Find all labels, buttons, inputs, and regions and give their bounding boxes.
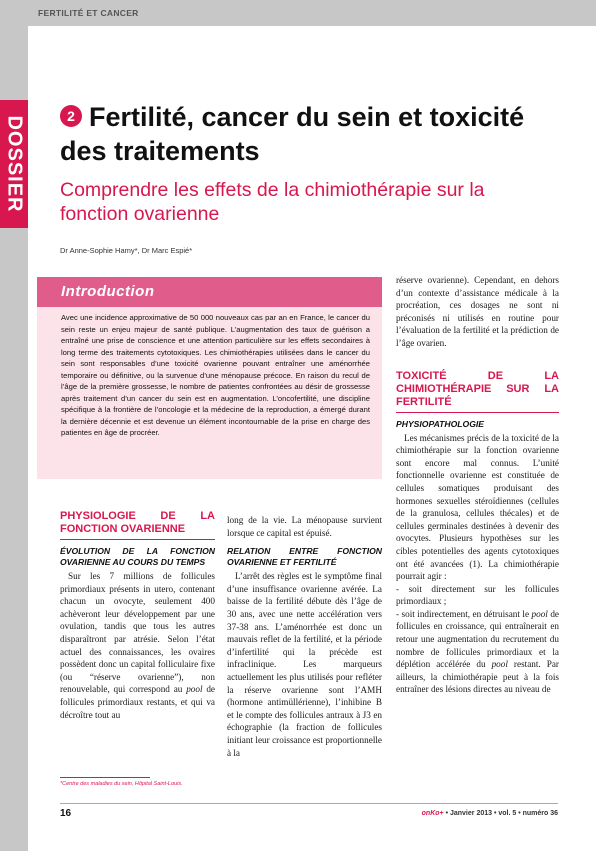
footnote: *Centre des maladies du sein, Hôpital Saint-Louis. (60, 781, 183, 787)
bullet-indirect: - soit indirectement, en détruisant le pool de follicules en croissance, qui entraînerait en retour une augmentation du recrutement du nombre de follicules primordiaux et la déplétion accélérée du pool restant. Par ailleurs, la chimiothérapie peut à la fois entraîner des lésions directes au niveau de (396, 608, 560, 695)
introduction-text: Avec une incidence approximative de 50 000 nouveaux cas par an en France, le cancer du sein reste un enjeu majeur de santé publique. L’augmentation des taux de guérison a entraîné une prise de conscience et une attention particulière sur les effets secondaires à long terme des traitements cytotoxiques. Les chimiothérapies utilisées dans le cancer du sein sont responsables d’une toxicité ovarienne pouvant entraîner une aménorrhée temporaire ou définitive, ou la survenue d’une ménopause précoce. En raison du recul de l’âge de la première grossesse, le nombre de patientes confrontées au désir de grossesse après traitement d’un cancer du sein est en augmentation. L’oncofertilité, une discipline spécifique à la frontière de l’oncologie et la médecine de la reproduction, a émergé durant la dernière décennie et est devenue un élément incontournable de la prise en charge des patientes en âge de procréer. (61, 313, 370, 437)
paragraph-reserve: réserve ovarienne). Cependant, en dehors d’un contexte d’assistance médicale à la procréation, ces dosages ne sont ni préconisés ni utilisés en routine pour l’évaluation de la fertilité et la prédiction de l’âge ovarien. (396, 275, 559, 348)
page-number: 16 (60, 808, 72, 819)
dossier-tab-label: DOSSIER (3, 115, 26, 213)
section-heading-toxicity: TOXICITÉ DE LA CHIMIOTHÉRAPIE SUR LA FERTILITÉ (396, 369, 559, 408)
column-1 (60, 510, 215, 721)
subheading-evolution: ÉVOLUTION DE LA FONCTION OVARIENNE AU COURS DU TEMPS (60, 546, 215, 567)
footnote-rule (60, 777, 150, 778)
section-label: FERTILITÉ ET CANCER (38, 8, 139, 18)
article-authors: Dr Anne-Sophie Hamy*, Dr Marc Espié* (60, 246, 193, 255)
paragraph-mechanisms: Les mécanismes précis de la toxicité de la chimiothérapie sur la fonction ovarienne sont encore mal connus. L’unité fonctionnelle ovarienne est constituée de cellules somatiques produisant des hormones sexuelles stéroïdiennes (cellules de la granulosa, cellules thécales) et de cellules germinales destinées à devenir des ovocytes. Plusieurs hypothèses sur les cibles potentielles des agents cytotoxiques ont été avancées (1). La chimiothérapie pourrait agir : (396, 432, 559, 582)
article-title (60, 100, 560, 168)
article-title-text: Fertilité, cancer du sein et toxicité des traitements (60, 102, 525, 166)
journal-issue: • Janvier 2013 • vol. 5 • numéro 36 (443, 810, 558, 817)
paragraph-menopause: long de la vie. La ménopause survient lorsque ce capital est épuisé. (227, 515, 382, 538)
introduction-header (37, 277, 382, 307)
top-header-bar (0, 0, 596, 26)
journal-name: onKo+ (421, 810, 444, 817)
section-heading-physiology: PHYSIOLOGIE DE LA FONCTION OVARIENNE (60, 510, 215, 535)
section-rule (60, 539, 215, 540)
section-rule (396, 412, 559, 413)
article-subtitle: Comprendre les effets de la chimiothérapie sur la fonction ovarienne (60, 179, 485, 225)
article-title-block (60, 100, 560, 168)
bullet-direct: - soit directement sur les follicules primordiaux ; (396, 583, 559, 607)
journal-info (422, 810, 558, 817)
subheading-physiopathology: PHYSIOPATHOLOGIE (396, 418, 485, 429)
subheading-relation: RELATION ENTRE FONCTION OVARIENNE ET FERTILITÉ (227, 546, 382, 568)
introduction-box (37, 277, 382, 479)
paragraph-evolution: Sur les 7 millions de follicules primordiaux présents in utero, contenant chacun un ovocyte, seulement 400 achèveront leur développement par une ovulation, tandis que tous les autres disparaîtront par atrésie. Selon l’état actuel des connaissances, les ovaires possèdent donc un capital folliculaire fixe (ou “réserve ovarienne”), non renouvelable, qui correspond au pool de follicules primordiaux restants, et qui va décroître tout au (60, 571, 216, 720)
introduction-heading: Introduction (61, 283, 155, 300)
article-number-badge: 2 (60, 105, 82, 127)
column-2 (227, 514, 382, 759)
paragraph-relation: L’arrêt des règles est le symptôme final d’une insuffisance ovarienne avérée. La baisse de la fertilité débute dès l’âge de 30 ans, avec une nette accélération vers 37-38 ans. L’aménorrhée est donc un mauvais reflet de la fertilité, et la période d’infertilité qui la précède est infraclinique. Les marqueurs actuellement les plus utilisés pour refléter la réserve ovarienne sont l’AMH (hormone antimüllérienne), l’inhibine B et le compte des follicules antraux à J3 en échographie (la fraction de follicules initiant leur croissance est proportionnelle à la (227, 571, 382, 758)
footer-rule (60, 803, 558, 804)
column-3 (396, 274, 559, 696)
dossier-tab (0, 100, 28, 228)
